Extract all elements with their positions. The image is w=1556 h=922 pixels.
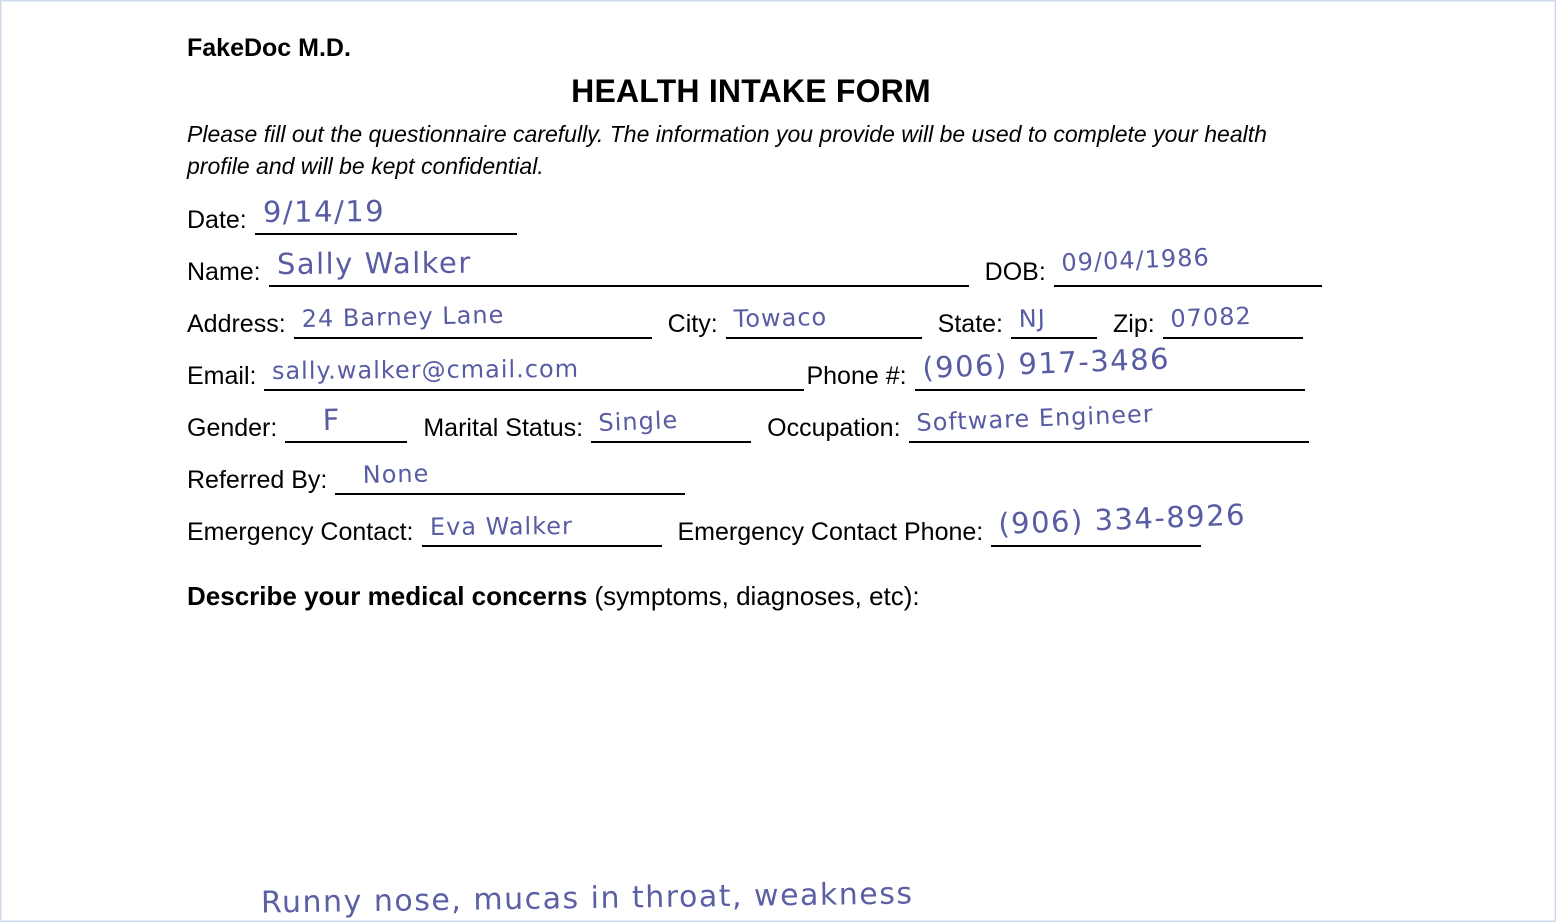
occupation-value: Software Engineer xyxy=(915,399,1154,437)
zip-value: 07082 xyxy=(1169,301,1252,333)
phone-field[interactable] xyxy=(915,341,1305,391)
city-label: City: xyxy=(667,309,718,338)
page-title: HEALTH INTAKE FORM xyxy=(571,72,931,109)
date-value: 9/14/19 xyxy=(262,193,386,229)
form-instructions: Please fill out the questionnaire carefully. The information you provide will be used to complete your health profile and will be kept confidential. xyxy=(187,120,1267,180)
occupation-field[interactable] xyxy=(909,399,1309,443)
email-value: sally.walker@cmail.com xyxy=(272,354,580,385)
phone-label: Phone #: xyxy=(806,361,907,390)
emergency-contact-value: Eva Walker xyxy=(429,511,573,541)
gender-field[interactable] xyxy=(285,402,407,443)
row-email-phone xyxy=(187,341,1495,391)
row-referred-by xyxy=(187,459,1495,495)
state-field[interactable] xyxy=(1011,303,1097,339)
name-label: Name: xyxy=(187,257,261,286)
row-gender-marital-occupation xyxy=(187,399,1495,443)
emergency-contact-field[interactable] xyxy=(422,511,662,547)
zip-label: Zip: xyxy=(1113,309,1155,338)
row-date xyxy=(187,193,1495,235)
occupation-label: Occupation: xyxy=(767,413,901,442)
phone-value: (906) 917-3486 xyxy=(921,341,1171,385)
gender-value: F xyxy=(322,402,342,437)
zip-field[interactable] xyxy=(1163,303,1303,339)
city-value: Towaco xyxy=(733,302,828,333)
dob-value: 09/04/1986 xyxy=(1060,243,1210,277)
emergency-contact-phone-label: Emergency Contact Phone: xyxy=(677,517,984,546)
name-field[interactable] xyxy=(269,245,969,287)
emergency-contact-phone-field[interactable] xyxy=(991,497,1247,547)
medical-concerns-heading-rest: (symptoms, diagnoses, etc): xyxy=(587,580,920,611)
emergency-contact-phone-value: (906) 334-8926 xyxy=(997,497,1247,541)
row-name xyxy=(187,243,1495,287)
city-field[interactable] xyxy=(726,303,922,339)
medical-concerns-value: Runny nose, mucas in throat, weakness xyxy=(260,876,914,921)
clinic-name: FakeDoc M.D. xyxy=(187,34,351,62)
form-content xyxy=(187,35,1495,921)
medical-concerns-heading-bold: Describe your medical concerns xyxy=(187,580,588,611)
marital-status-field[interactable] xyxy=(591,407,751,443)
row-emergency xyxy=(187,497,1495,547)
dob-field[interactable] xyxy=(1054,243,1322,287)
gender-label: Gender: xyxy=(187,413,278,442)
address-value: 24 Barney Lane xyxy=(301,300,505,333)
row-address xyxy=(187,300,1495,339)
email-field[interactable] xyxy=(264,355,804,391)
state-label: State: xyxy=(937,309,1003,338)
referred-by-label: Referred By: xyxy=(187,465,328,494)
referred-by-value: None xyxy=(362,459,430,489)
state-value: NJ xyxy=(1018,304,1047,333)
address-field[interactable] xyxy=(294,300,652,339)
date-label: Date: xyxy=(187,205,247,234)
date-field[interactable] xyxy=(255,193,517,235)
referred-by-field[interactable] xyxy=(335,459,685,495)
marital-status-label: Marital Status: xyxy=(423,413,584,442)
email-label: Email: xyxy=(187,361,257,390)
emergency-contact-label: Emergency Contact: xyxy=(187,517,414,546)
address-label: Address: xyxy=(187,309,286,338)
name-value: Sally Walker xyxy=(276,245,472,281)
medical-concerns-heading xyxy=(187,581,1495,612)
dob-label: DOB: xyxy=(984,257,1046,286)
marital-status-value: Single xyxy=(598,405,679,437)
